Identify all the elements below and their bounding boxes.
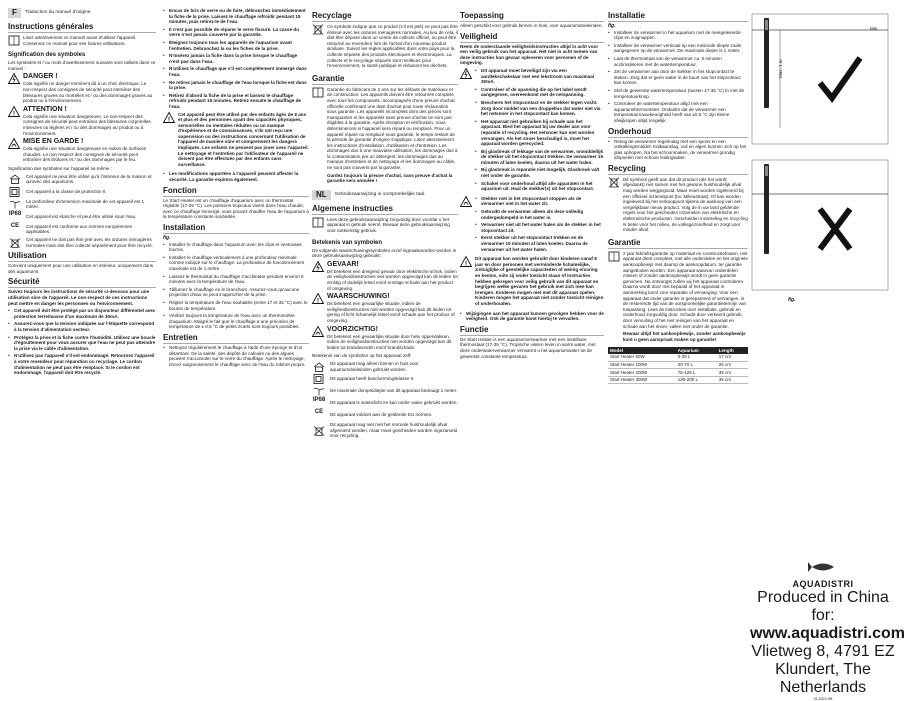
- voorzichtig-text: Dit betekent een gevaarlijke situatie door hete oppervlakken, indien de veiligheidsinstructies niet worden opgevolgd kan dit leiden tot brandwonden en/of brandschade.: [327, 333, 452, 350]
- class-ii-icon: [312, 374, 326, 384]
- list-item: • Zet de verwarmer aan door de stekker in het stopcontact te steken. Zorg dat er geen water in de buurt van het stopcontact kan komen.: [608, 69, 748, 86]
- list-item: • Installeer de verwarmer in het aquarium met de meegeleverde clips en zuignappen.: [608, 30, 748, 41]
- symbol-row: [312, 422, 458, 439]
- danger-title: DANGER !: [23, 73, 58, 81]
- symbol-text: Dit apparaat mag niet met het normale huishoudelijk afval afgevoerd worden, maar moet gescheiden worden ingezameld voor recycling.: [330, 422, 458, 439]
- crossed-bin-icon: [312, 24, 324, 35]
- symbol-row: [312, 410, 458, 420]
- produced-text: Produced in China for:: [757, 589, 889, 624]
- garantie-block-nl: [608, 251, 748, 345]
- column-4: [460, 8, 604, 632]
- ip68-label: IP68: [8, 210, 22, 217]
- list-item: • Bij glasbreuk is reparatie niet mogelijk. Glasbreuk valt niet onder de garantie.: [475, 167, 604, 178]
- attention-block: [8, 106, 156, 136]
- class-ii-icon: [8, 187, 22, 197]
- symbol-row: [312, 398, 458, 408]
- garantie-block-fr: [312, 87, 458, 186]
- code-text: 01-2023-HB: [813, 697, 833, 701]
- symbol-text: Cet appareil est étanche et peut être utilisé sous l'eau.: [26, 214, 137, 220]
- warning-icon: [8, 106, 20, 117]
- electric-warning-icon: [8, 73, 20, 84]
- list-item: • Il n'est pas possible de réparer le verre fissuré. La casse du verre n'est jamais couverte par la garantie.: [163, 27, 309, 38]
- table-cell: Start Heater 300W: [608, 376, 676, 384]
- symbol-text: Dit apparaat is waterdicht en kan onder water gebruikt worden.: [330, 400, 458, 406]
- symbol-text: Dit apparaat voldoet aan de geldende EU normen.: [330, 412, 433, 418]
- logo-block: [750, 560, 896, 589]
- table-row: [608, 354, 748, 361]
- book-icon: [608, 251, 620, 262]
- betekenis-text: De volgende waarschuwingssymbolen en/of signaalwoorden worden in deze gebruiksaanwijzing gebruikt:: [312, 247, 457, 259]
- gevaar-text: Dit betekent een dreigend gevaar door elektrische schok, indien de veiligheidsinstructies niet worden opgevolgd kan dit leiden tot ernstig of dodelijk letsel en/of ernstige schade aan het product of omgeving.: [327, 268, 458, 291]
- recycling-text: Dit symbool geeft aan dat dit product (als het wordt afgedankt) niet samen met het gewone huishoudelijk afval mag worden weggegooid. Maar moet worden ingeleverd bij een officieel inzamelpunt (bv. Milieustraat). Of kan worden ingeleverd bij het verkooppunt tijdens de aankoop van een vergelijkbaar nieuw product. Volg de in uw land geldende regels voor het gescheiden inzamelen van elektrische en elektronische producten. Gescheiden inzameling en recycling is beter voor het milieu, de volksgezondheid en zorgt voor minder afval.: [623, 176, 748, 233]
- address-text: Vlietweg 8, 4791 EZ Klundert, The Netherlands: [751, 643, 895, 696]
- table-cell: 35 cm: [717, 376, 748, 384]
- list-item: • Retirez d'abord la fiche de la prise et laissez le chauffage refroidir pendant 15 minutes. Retirez ensuite le chauffage de l'eau.: [163, 93, 309, 110]
- hot-warning: [460, 196, 604, 254]
- symbol-row: [8, 212, 156, 222]
- utilisation-text: Convient uniquement pour une utilisation en intérieur, uniquement dans des aquariums.: [8, 263, 154, 274]
- symbol-text: La profondeur d'immersion maximale de cet appareil est 1 mètre.: [26, 198, 145, 210]
- crossed-bin-icon: [8, 238, 22, 248]
- voorzichtig-block: [312, 326, 458, 351]
- safety-list-continued: [163, 8, 309, 110]
- language-bar-nl: [312, 190, 458, 200]
- table-cell: 35 cm: [717, 369, 748, 377]
- list-item: • N'insérez jamais la fiche dans la prise lorsque le chauffage n'est pas dans l'eau.: [163, 53, 309, 64]
- waarschuwing-text: Dit betekent een gevaarlijke situatie, indien de veiligheidsinstructies niet worden opgevolgd kan dit leiden tot gering of licht lichamelijk letsel en/of schade aan het product of omgeving.: [327, 301, 455, 323]
- algemene-text: Lees deze gebruiksaanwijzing zorgvuldig door voordat u het apparaat in gebruik neemt. Bewaar deze gebruiksaanwijzing voor toekomstig gebruik.: [327, 216, 450, 234]
- hot-list: [475, 196, 604, 254]
- veiligheid-warning: [460, 68, 604, 194]
- house-icon: [8, 174, 22, 184]
- kinderen-warning: [460, 256, 604, 308]
- securite-list: [8, 308, 156, 376]
- table-cell: Start Heater 200W: [608, 369, 676, 377]
- table-header: Model: [608, 347, 676, 354]
- fonction-title: Fonction: [163, 186, 309, 197]
- wijzigingen-list: [460, 311, 604, 322]
- list-item: • Nettoyez régulièrement le chauffage à l'aide d'une éponge et d'un détartrant. De la saleté, des dépôts de calcaire ou des algues peuvent s'accumuler sur le verre du chauffage. Après le nettoyage, rincez soigneusement le chauffage avec de l'eau du robinet propre.: [163, 345, 309, 367]
- table-row: [608, 361, 748, 369]
- table-header-row: [608, 347, 748, 354]
- list-item: • Installez le chauffage verticalement à une profondeur minimale comme indiqué sur le chauffage. La profondeur de fonctionnement maximale est de 1 mètre.: [163, 255, 309, 272]
- list-item: • Reinig de verwarmer regelmatig met een spons en een ontkalkingsmiddel. Kalkaanslag, vuil en algen kunnen zich op het glas ophopen. Na het schoonmaken, de verwarmer grondig afspoelen met schoon leidingwater.: [608, 139, 748, 161]
- list-item: • Dit apparaat moet beveiligd zijn via een aardlekschakelaar met een lekstroom van maximaal 30mA.: [475, 68, 604, 85]
- list-item: • Eerst stekker uit het stopcontact trekken en de verwarmer 15 minuten af laten koelen. Daarna de verwarmer uit het water halen.: [475, 235, 604, 252]
- website-text: www.aquadistri.com: [750, 625, 905, 642]
- device-symbols-title: Signification des symboles sur l'appareil lui-même :: [8, 165, 113, 171]
- veiligheid-list: [475, 68, 604, 194]
- list-item: • Wijzigingen aan het apparaat kunnen gevolgen hebben voor de veiligheid. Ook de garantie komt hierbij te vervallen.: [460, 311, 604, 322]
- language-tag-fr: F: [8, 8, 21, 18]
- securite-title: Sécurité: [8, 277, 156, 288]
- list-item: • Laat de thermostaat van de verwarmer ca. 5 minuten acclimatiseren met de watertemperatuur.: [608, 56, 748, 67]
- column-5: [608, 8, 748, 632]
- veiligheid-title: Veiligheid: [460, 32, 604, 43]
- svg-text:!: !: [317, 298, 319, 305]
- correct-installation-illustration: [750, 8, 890, 148]
- symbol-text: Cet appareil est conforme aux normes européennes applicables.: [26, 223, 132, 235]
- house-icon: [312, 362, 326, 372]
- electric-warning-icon: [460, 68, 472, 79]
- models-table: [608, 347, 748, 384]
- garantie-text-fr: Garantie du fabricant de 2 ans sur les défauts de matériaux et de construction. Les appareils doivent être retournés complets avec tous les composants, accompagnés d'une preuve d'achat officielle confirmant une date d'achat pour toute réclamation sous garantie. Les appareils incomplets dont des pièces sont manquantes et les appareils sans preuve d'achat ne sont pas éligibles à la garantie. Après réception et vérification, nous déterminerons si l'appareil sera réparé ou remplacé. Pour un appareil réparé ou remplacé sous garantie, le temps restant de la période de garantie d'origine s'applique. Lisez attentivement les instructions d'installation, d'utilisation et d'entretien. Les dommages dus à une mauvaise utilisation, les dommages dus à la contamination par un détergent, les dommages dus au manque d'entretien et de nettoyage et les dommages au câble, ne sont pas couverts par la garantie.: [327, 86, 458, 171]
- instructions-text: Lisez attentivement ce manuel avant d'utiliser l'appareil. Conservez ce manuel pour ses futures utilisations.: [23, 35, 137, 46]
- symbols-text: Les symboles et / ou mots d'avertissement suivants sont utilisés dans ce manuel :: [8, 60, 156, 71]
- list-item: • Bij glasbreuk of lekkage van de verwarmer, onmiddellijk de stekker uit het stopcontact trekken. De verwarmer 15 minuten af laten koelen, daarna uit het water halen.: [475, 149, 604, 166]
- danger-text: Cela signifie un danger imminent dû à un choc électrique. Le non-respect des consignes de sécurité peut entraîner des blessures graves ou mortelles et / ou des dommages graves au produit ou à l'environnement.: [23, 81, 153, 104]
- warning-icon: [312, 293, 324, 304]
- list-item: • Vérifiez toujours la température de l'eau avec un thermomètre d'aquarium. Malgré le fait que le chauffage a une précision de température de ± 0,5 °C de petits écarts sont toujours possibles.: [163, 313, 309, 330]
- book-icon: [312, 87, 324, 98]
- column-2: [163, 8, 309, 632]
- installatie-title: Installatie: [608, 11, 748, 22]
- attention-title: ATTENTION !: [23, 105, 67, 113]
- gevaar-block: [312, 261, 458, 291]
- veiligheid-text: Neem de onderstaande veiligheidsinstructies altijd in acht voor een veilig gebruik van het apparaat. Het niet in acht nemen van deze instructies kan gevaar opleveren voor personen of de omgeving.: [460, 43, 599, 66]
- symbol-row: [312, 374, 458, 384]
- list-item: • Ne retirez jamais le chauffage de l'eau lorsque la fiche est dans la prise.: [163, 80, 309, 91]
- danger-block: [8, 73, 156, 103]
- symbol-row: [8, 224, 156, 235]
- installation-title: Installation: [163, 223, 309, 234]
- list-item: • Tâllumez le chauffage en le branchant. Assurez-vous qu'aucune projection d'eau ne peut s'approcher de la prise.: [163, 287, 309, 298]
- warning-icon: [163, 112, 175, 123]
- installatie-list: [608, 30, 748, 124]
- symbol-text: Cet appareil a la classe de protection II.: [26, 188, 107, 194]
- svg-text:!: !: [168, 117, 170, 123]
- min-label: Min.: [870, 26, 879, 31]
- ce-label: CE: [10, 223, 20, 230]
- entretien-list: [163, 345, 309, 367]
- symbol-row: [312, 361, 458, 372]
- symbol-row: [8, 187, 156, 197]
- book-note: [8, 35, 156, 48]
- garantie-title-nl: Garantie: [608, 238, 748, 249]
- list-item: • Verwarmer niet uit het water halen als de stekker in het stopcontact zit.: [475, 222, 604, 233]
- fig-label: fig.: [163, 235, 171, 241]
- children-warning: [163, 112, 309, 170]
- table-header: Length: [717, 347, 748, 354]
- list-item: • Les modifications apportées à l'appareil peuvent affecter la sécurité. La garantie expirera également.: [163, 171, 309, 182]
- book-icon: [312, 217, 324, 228]
- list-item: • Gebruikt de verwarmer alleen als deze volledig ondergedompeld in het water is.: [475, 209, 604, 220]
- list-item: • Protégez la prise et la fiche contre l'humidité. Utilisez une boucle d'égouttement pour vous assurer que l'eau ne peut pas atteindre la prise via le câble d'alimentation.: [8, 335, 156, 352]
- crossed-bin-icon: [608, 177, 620, 188]
- garantie-bold-fr: Gardez toujours la preuve d'achat, sans preuve d'achat la garantie sera annulée !: [327, 172, 453, 184]
- onderhoud-list: [608, 139, 748, 161]
- column-3: [312, 8, 458, 632]
- recycling-block: [608, 177, 748, 235]
- list-item: • Encas de bris de verre ou de fuite, débranchez immédiatement la fiche de la prise. Laissez le chauffage refroidir pendant 15 minutes, puis retirez-le de l'eau.: [163, 8, 309, 25]
- book-icon: [8, 35, 20, 46]
- list-item: • Installeer de verwarmer verticaal op een minimale diepte zoals aangegeven op de verwarmer. De maximale diepte is 1 meter.: [608, 43, 748, 54]
- symbol-text: Cet appareil ne doit pas être jeté avec les ordures ménagères normales mais doit être collecté séparément pour être recyclé.: [26, 237, 153, 248]
- symbol-text: De maximale dompeldiepte van dit apparaat bedraagt 1 meter.: [330, 388, 458, 394]
- list-item: • Cet appareil doit être protégé par un disjoncteur différentiel avec protection terre/masse d'un maximum de 30mA.: [8, 308, 156, 319]
- symbol-row: [312, 386, 458, 396]
- waarschuwing-title: WAARSCHUWING!: [327, 293, 390, 301]
- recycling-title: Recycling: [608, 164, 748, 175]
- svg-text:!: !: [465, 261, 467, 268]
- algemene-block: [312, 217, 458, 236]
- hot-surface-icon: [460, 196, 472, 207]
- table-cell: Start Heater 50W: [608, 354, 676, 361]
- functie-text: De Start Heater is een aquariumverwarmer met een instelbare thermostaat (17-35 °C). Tropische vissen leven in warm water, met deze onderwaterverwarmer verwarmt u het aquariumwater tot de gewenste constante temperatuur.: [460, 336, 596, 359]
- children-text: Cet appareil peut être utilisé par des enfants âgés de 8 ans et plus et des personnes ayant des capacités physiques, sensorielles ou mentales réduites ou un manque d'expérience et de connaissances, s'ils ont reçu une supervision ou des instructions concernant l'utilisation de l'appareil de manière sûre et comprennent les dangers impliqués. Les enfants ne peuvent pas jouer avec l'appareil. Le nettoyage et l'entretien par l'utilisateur de l'appareil ne doivent pas être effectués par des enfants sans surveillance.: [178, 111, 309, 167]
- symbol-text: Dit apparaat heeft beschermingsklasse II.: [330, 376, 415, 382]
- garde-title: MISE EN GARDE !: [23, 138, 84, 146]
- modif-list: [163, 171, 309, 182]
- table-cell: 0-30 L: [676, 354, 717, 361]
- symbol-text: Dit apparaat mag alleen binnen in huis voor aquariumdoeleinden gebruikt worden.: [330, 360, 419, 372]
- list-item: • Controleer de watertemperatuur altijd met een aquariumthermometer. Ondanks dat de verwarmer een temperatuurnauwkeurigheid heeft van ±0,5 °C zijn kleine afwijkingen altijd mogelijk.: [608, 101, 748, 123]
- attention-text: Cela signifie une situation dangereuse. Le non-respect des consignes de sécurité peut entraîner des blessures corporelles mineures ou légères et / ou des dommages au produit ou à l'environnement.: [23, 113, 151, 136]
- garde-text: Cela signifie une situation dangereuse en raison de surfaces chaudes. Le non respect des consignes de sécurité peut entraîner des brûlures et / ou des dommages par le feu.: [23, 146, 147, 163]
- securite-text: Suivez toujours les instructions de sécurité ci-dessous pour une utilisation sûre de l'appareil. Le non-respect de ces instructions peut mettre en danger les personnes ou l'environnement.: [8, 289, 150, 306]
- wrong-installation-illustration: [750, 154, 890, 294]
- crossed-bin-icon: [312, 426, 326, 436]
- logo-text: AQUADISTRI: [792, 579, 854, 589]
- immersion-depth-icon: [312, 386, 326, 396]
- ce-label: CE: [314, 409, 324, 416]
- recyclage-title: Recyclage: [312, 11, 458, 22]
- garantie-text-nl: 2 jaar fabrieksgarantie op materiaal en constructiefouten. Het apparaat dient compleet, met alle onderdelen en het originele aankoopbewijs met daarop de aankoopdatum, ter garantie aangeboden worden. Een apparaat waarvan onderdelen missen of zonder aankoopbewijs wordt in geen garantie genomen. Na ontvangst zullen wij het apparaat controleren. Daarna wordt door ons bepaald of het apparaat in aanmerking komt voor reparatie of vervanging. Voor een apparaat dat onder garantie is gerepareerd of vervangen, is de resterende tijd van de oorspronkelijke garantietermijn van toepassing. Lees de instructies over installatie, gebruik en onderhoud zorgvuldig door. Schade door verkeerd gebruik, door vervuiling of het niet reinigen van het apparaat en schade aan het snoer, vallen niet onder de garantie.: [623, 250, 748, 329]
- recyclage-block: [312, 24, 458, 71]
- device-symbols-title-nl: Betekenis van de symbolen op het apparaat zelf:: [312, 353, 412, 359]
- language-bar-fr: [8, 8, 156, 18]
- table-cell: 75-125 L: [676, 369, 717, 377]
- list-item: • Réglez la température de l'eau souhaitée (entre 17 et 35 °C) avec le bouton de température.: [163, 300, 309, 311]
- table-row: [608, 376, 748, 384]
- table-cell: 17 cm: [717, 354, 748, 361]
- garde-block: [8, 138, 156, 163]
- list-item: • Stekker niet in het stopcontact stoppen als de verwarmer niet in het water zit.: [475, 196, 604, 207]
- instructions-title: Instructions générales: [8, 22, 156, 33]
- hot-surface-icon: [312, 326, 324, 337]
- list-item: • Het apparaat niet gebruiken bij schade aan het apparaat. Bied het apparaat bij uw dealer aan voor reparatie of recycling. Het netsnoer kan niet worden vervangen. Als het snoer beschadigd is, moet het apparaat worden gerecycled.: [475, 119, 604, 147]
- toepassing-text: Alleen geschikt voor gebruik binnen in huis, voor aquariumdoeleinden.: [460, 23, 603, 28]
- betekenis-title: Betekenis van symbolen: [312, 239, 383, 246]
- list-item: • N'utilisez pas l'appareil s'il est endommagé. Retournez l'appareil à votre revendeur pour réparation ou recyclage. Le cordon d'alimentation ne peut pas être remplacé. Si le cordon est endommagé, l'appareil doit être recyclé.: [8, 353, 156, 375]
- recyclage-text: Ce symbole indique que ce produit (s'il est jeté) ne peut pas être éliminé avec les ordures ménagères normales. Au lieu de cela, il doit être déposé dans un centre de collecte officiel, ou peut être retourné au revendeur lors de l'achat d'un nouveau produit similaire. Suivez les règles applicables dans votre pays pour la collecte séparée des produits électriques et électroniques. La collecte et le recyclage séparés sont meilleurs pour l'environnement, la santé publique et réduisent les déchets.: [327, 24, 458, 69]
- list-item: • Installez le chauffage dans l'aquarium avec les clips et ventouses fournis.: [163, 242, 309, 253]
- language-note-fr: Traduction du manuel d'origine.: [24, 10, 92, 16]
- algemene-title: Algemene instructies: [312, 204, 458, 215]
- language-tag-nl: NL: [312, 190, 331, 200]
- table-cell: 20-70 L: [676, 361, 717, 369]
- symbol-row: [8, 174, 156, 185]
- symbol-row: [8, 199, 156, 210]
- symbol-row: [8, 237, 156, 248]
- kinderen-text: Dit apparaat kan worden gebruikt door kinderen vanaf 8 jaar en door personen met verminderde lichamelijke, zintuiglijke of geestelijke capaciteiten of weinig ervaring en kennis, mits zij onder toezicht staan of instructies hebben gekregen voor veilig gebruik van dit apparaat en begrijpen welke gevaren het gebruik met zich mee kan brengen. Kinderen mogen niet met dit apparaat spelen. Kinderen mogen het apparaat niet zonder toezicht reinigen of onderhouden.: [475, 256, 604, 306]
- fonction-text: Le Start Heater est un chauffage d'aquarium avec un thermostat réglable (17-35 °C). Les poissons tropicaux vivent dans l'eau chaude, avec ce chauffage immergé, vous pouvez chauffer l'eau de l'aquarium à la température constante souhaitée.: [163, 197, 309, 220]
- list-item: • Stel de gewenste watertemperatuur (tussen 17-35 °C) in met de temperatuurknop.: [608, 88, 748, 99]
- table-cell: 26 cm: [717, 361, 748, 369]
- entretien-title: Entretien: [163, 333, 309, 344]
- fig-label: fig.: [608, 23, 616, 29]
- ip68-label: IP68: [312, 397, 326, 404]
- gevaar-title: GEVAAR!: [327, 260, 359, 268]
- column-1: [8, 8, 156, 632]
- voorzichtig-title: VOORZICHTIG!: [327, 325, 378, 333]
- footer: [750, 560, 905, 701]
- table-cell: 125-200 L: [676, 376, 717, 384]
- list-item: • Controleer of de spanning die op het label wordt aangegeven, overeenkomt met de netspanning.: [475, 87, 604, 98]
- waarschuwing-block: [312, 293, 458, 323]
- immersion-depth-icon: [8, 199, 22, 209]
- list-item: • Schakel voor onderhoud altijd alle apparaten in het aquarium uit. Haal de stekker(s) uit het stopcontact.: [475, 181, 604, 192]
- column-6: [750, 8, 896, 632]
- garantie-title-fr: Garantie: [312, 74, 458, 85]
- table-cell: Start Heater 100W: [608, 361, 676, 369]
- installation-list: [163, 242, 309, 330]
- list-item: • Bescherm het stopcontact en de stekker tegen vocht. Zorg door middel van een druppellus dat water niet via het netsnoer in het stopcontact kan komen.: [475, 100, 604, 117]
- table-row: [608, 369, 748, 377]
- table-header: Aquarium: [676, 347, 717, 354]
- max-label: Max. 1 m: [778, 59, 783, 78]
- symbol-text: Cet appareil ne peut être utilisé qu'à l'intérieur de la maison et qu'avec des aquariums.: [26, 173, 152, 185]
- list-item: • Laissez le thermostat du chauffage s'acclimater pendant environ 5 minutes avec la température de l'eau.: [163, 274, 309, 285]
- list-item: • Assurez-vous que la tension indiquée sur l'étiquette correspond à la tension d'alimentation secteur.: [8, 321, 156, 332]
- electric-warning-icon: [312, 261, 324, 272]
- warning-icon: [460, 256, 472, 267]
- fish-logo-icon: [808, 560, 838, 574]
- toepassing-title: Toepassing: [460, 11, 604, 22]
- onderhoud-title: Onderhoud: [608, 127, 748, 138]
- fig-label-2: fig.: [788, 297, 796, 303]
- svg-text:!: !: [13, 111, 15, 118]
- utilisation-title: Utilisation: [8, 251, 156, 262]
- list-item: • N'utilisez le chauffage que s'il est complètement immergé dans l'eau.: [163, 66, 309, 77]
- hot-surface-icon: [8, 138, 20, 149]
- symbols-title: Signification des symboles: [8, 52, 86, 59]
- language-note-nl: Gebruiksaanwijzing in oorspronkelijke taal.: [334, 192, 426, 198]
- garantie-bold-nl: Bewaar altijd het aankoopbewijs, zonder aankoopbewijs kunt u geen aanspraak maken op garantie!: [623, 331, 746, 342]
- functie-title: Functie: [460, 325, 604, 336]
- list-item: • Éteignez toujours tous les appareils de l'aquarium avant l'entretien. Débranchez la ou les fiches de la prise.: [163, 40, 309, 51]
